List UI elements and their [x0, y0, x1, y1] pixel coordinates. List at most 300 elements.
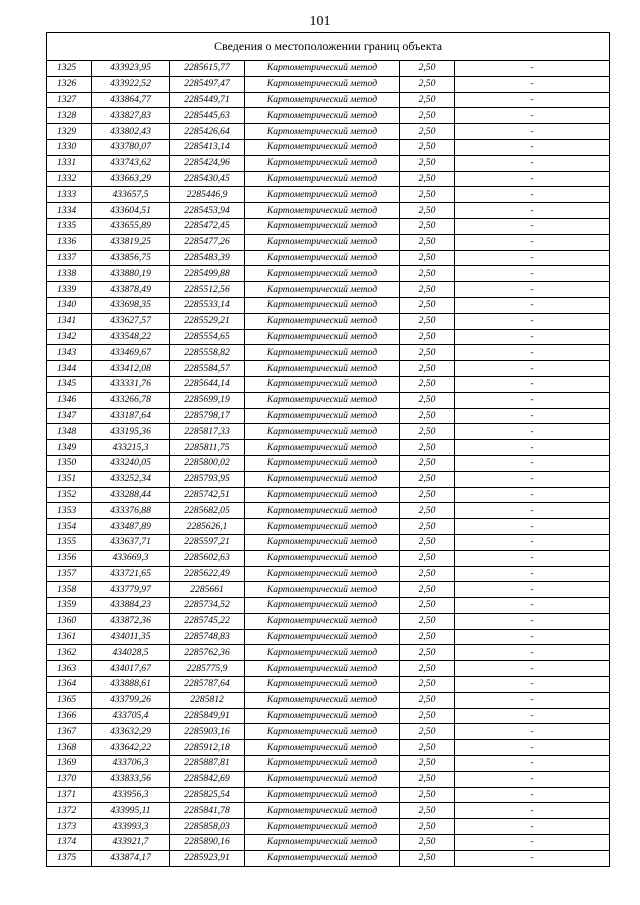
coordinate-x-cell: 433187,64 [92, 408, 170, 424]
coordinate-y-cell: 2285430,45 [170, 171, 245, 187]
accuracy-cell: 2,50 [400, 171, 455, 187]
description-cell: - [455, 155, 610, 171]
table-row [47, 708, 610, 724]
table-row [47, 613, 610, 629]
accuracy-cell: 2,50 [400, 345, 455, 361]
table-row [47, 645, 610, 661]
determination-method-cell: Картометрический метод [245, 819, 400, 835]
coordinate-x-cell: 433956,3 [92, 787, 170, 803]
accuracy-cell: 2,50 [400, 234, 455, 250]
point-number-cell: 1364 [47, 677, 92, 693]
description-cell: - [455, 139, 610, 155]
description-cell: - [455, 234, 610, 250]
determination-method-cell: Картометрический метод [245, 850, 400, 866]
point-number-cell: 1366 [47, 708, 92, 724]
accuracy-cell: 2,50 [400, 708, 455, 724]
point-number-cell: 1328 [47, 108, 92, 124]
description-cell: - [455, 661, 610, 677]
coordinate-y-cell: 2285841,78 [170, 803, 245, 819]
table-row [47, 724, 610, 740]
determination-method-cell: Картометрический метод [245, 282, 400, 298]
description-cell: - [455, 471, 610, 487]
description-cell: - [455, 803, 610, 819]
coordinate-y-cell: 2285644,14 [170, 376, 245, 392]
accuracy-cell: 2,50 [400, 203, 455, 219]
coordinate-y-cell: 2285661 [170, 582, 245, 598]
description-cell: - [455, 361, 610, 377]
coordinate-x-cell: 433779,97 [92, 582, 170, 598]
determination-method-cell: Картометрический метод [245, 519, 400, 535]
coordinate-x-cell: 433548,22 [92, 329, 170, 345]
coordinate-x-cell: 433698,35 [92, 297, 170, 313]
accuracy-cell: 2,50 [400, 803, 455, 819]
description-cell: - [455, 424, 610, 440]
accuracy-cell: 2,50 [400, 61, 455, 77]
description-cell: - [455, 708, 610, 724]
point-number-cell: 1341 [47, 313, 92, 329]
accuracy-cell: 2,50 [400, 471, 455, 487]
accuracy-cell: 2,50 [400, 756, 455, 772]
accuracy-cell: 2,50 [400, 424, 455, 440]
point-number-cell: 1343 [47, 345, 92, 361]
coordinate-y-cell: 2285472,45 [170, 218, 245, 234]
point-number-cell: 1359 [47, 598, 92, 614]
determination-method-cell: Картометрический метод [245, 787, 400, 803]
coordinate-y-cell: 2285793,95 [170, 471, 245, 487]
coordinate-x-cell: 433376,88 [92, 503, 170, 519]
table-row [47, 692, 610, 708]
coordinate-y-cell: 2285533,14 [170, 297, 245, 313]
coordinate-x-cell: 433331,76 [92, 376, 170, 392]
description-cell: - [455, 187, 610, 203]
table-title-row [47, 33, 610, 61]
description-cell: - [455, 534, 610, 550]
description-cell: - [455, 692, 610, 708]
coordinate-y-cell: 2285682,05 [170, 503, 245, 519]
determination-method-cell: Картометрический метод [245, 550, 400, 566]
table-row [47, 661, 610, 677]
coordinate-x-cell: 433642,22 [92, 740, 170, 756]
point-number-cell: 1353 [47, 503, 92, 519]
accuracy-cell: 2,50 [400, 440, 455, 456]
determination-method-cell: Картометрический метод [245, 297, 400, 313]
determination-method-cell: Картометрический метод [245, 740, 400, 756]
accuracy-cell: 2,50 [400, 661, 455, 677]
table-row [47, 345, 610, 361]
accuracy-cell: 2,50 [400, 108, 455, 124]
coordinate-y-cell: 2285762,36 [170, 645, 245, 661]
coordinate-y-cell: 2285453,94 [170, 203, 245, 219]
coordinate-y-cell: 2285798,17 [170, 408, 245, 424]
coordinate-x-cell: 433604,51 [92, 203, 170, 219]
point-number-cell: 1334 [47, 203, 92, 219]
accuracy-cell: 2,50 [400, 329, 455, 345]
coordinate-y-cell: 2285449,71 [170, 92, 245, 108]
accuracy-cell: 2,50 [400, 408, 455, 424]
point-number-cell: 1342 [47, 329, 92, 345]
accuracy-cell: 2,50 [400, 519, 455, 535]
coordinate-x-cell: 433780,07 [92, 139, 170, 155]
coordinate-x-cell: 433240,05 [92, 455, 170, 471]
determination-method-cell: Картометрический метод [245, 613, 400, 629]
accuracy-cell: 2,50 [400, 835, 455, 851]
point-number-cell: 1346 [47, 392, 92, 408]
point-number-cell: 1355 [47, 534, 92, 550]
coordinate-x-cell: 433799,26 [92, 692, 170, 708]
determination-method-cell: Картометрический метод [245, 392, 400, 408]
accuracy-cell: 2,50 [400, 392, 455, 408]
point-number-cell: 1330 [47, 139, 92, 155]
table-row [47, 282, 610, 298]
point-number-cell: 1372 [47, 803, 92, 819]
description-cell: - [455, 329, 610, 345]
table-row [47, 108, 610, 124]
point-number-cell: 1332 [47, 171, 92, 187]
point-number-cell: 1350 [47, 455, 92, 471]
coordinate-x-cell: 433874,17 [92, 850, 170, 866]
table-row [47, 677, 610, 693]
accuracy-cell: 2,50 [400, 534, 455, 550]
determination-method-cell: Картометрический метод [245, 835, 400, 851]
coordinate-y-cell: 2285426,64 [170, 124, 245, 140]
accuracy-cell: 2,50 [400, 124, 455, 140]
accuracy-cell: 2,50 [400, 155, 455, 171]
table-row [47, 566, 610, 582]
accuracy-cell: 2,50 [400, 598, 455, 614]
coordinate-x-cell: 433923,95 [92, 61, 170, 77]
coordinate-x-cell: 433721,65 [92, 566, 170, 582]
point-number-cell: 1361 [47, 629, 92, 645]
table-row [47, 329, 610, 345]
coordinate-x-cell: 433215,3 [92, 440, 170, 456]
table-row [47, 582, 610, 598]
coordinate-x-cell: 433880,19 [92, 266, 170, 282]
coordinate-y-cell: 2285615,77 [170, 61, 245, 77]
table-row [47, 850, 610, 866]
coordinate-y-cell: 2285734,52 [170, 598, 245, 614]
coordinate-y-cell: 2285849,91 [170, 708, 245, 724]
point-number-cell: 1357 [47, 566, 92, 582]
table-row [47, 297, 610, 313]
table-row [47, 550, 610, 566]
description-cell: - [455, 487, 610, 503]
table-row [47, 171, 610, 187]
point-number-cell: 1337 [47, 250, 92, 266]
point-number-cell: 1344 [47, 361, 92, 377]
description-cell: - [455, 61, 610, 77]
point-number-cell: 1354 [47, 519, 92, 535]
point-number-cell: 1356 [47, 550, 92, 566]
table-row [47, 155, 610, 171]
coordinate-x-cell: 433878,49 [92, 282, 170, 298]
description-cell: - [455, 519, 610, 535]
accuracy-cell: 2,50 [400, 771, 455, 787]
coordinate-x-cell: 433993,3 [92, 819, 170, 835]
point-number-cell: 1362 [47, 645, 92, 661]
coordinate-x-cell: 433469,67 [92, 345, 170, 361]
point-number-cell: 1370 [47, 771, 92, 787]
coordinate-x-cell: 433827,83 [92, 108, 170, 124]
description-cell: - [455, 819, 610, 835]
point-number-cell: 1369 [47, 756, 92, 772]
table-row [47, 629, 610, 645]
coordinate-y-cell: 2285622,49 [170, 566, 245, 582]
coordinate-x-cell: 433252,34 [92, 471, 170, 487]
point-number-cell: 1352 [47, 487, 92, 503]
description-cell: - [455, 108, 610, 124]
coordinate-y-cell: 2285483,39 [170, 250, 245, 266]
coordinate-x-cell: 433669,3 [92, 550, 170, 566]
coordinate-y-cell: 2285597,21 [170, 534, 245, 550]
point-number-cell: 1331 [47, 155, 92, 171]
coordinate-x-cell: 433663,29 [92, 171, 170, 187]
coordinate-y-cell: 2285445,63 [170, 108, 245, 124]
table-row [47, 424, 610, 440]
description-cell: - [455, 392, 610, 408]
determination-method-cell: Картометрический метод [245, 76, 400, 92]
determination-method-cell: Картометрический метод [245, 471, 400, 487]
coordinate-y-cell: 2285912,18 [170, 740, 245, 756]
determination-method-cell: Картометрический метод [245, 234, 400, 250]
point-number-cell: 1358 [47, 582, 92, 598]
determination-method-cell: Картометрический метод [245, 503, 400, 519]
determination-method-cell: Картометрический метод [245, 376, 400, 392]
determination-method-cell: Картометрический метод [245, 487, 400, 503]
coordinate-y-cell: 2285800,02 [170, 455, 245, 471]
point-number-cell: 1347 [47, 408, 92, 424]
accuracy-cell: 2,50 [400, 550, 455, 566]
point-number-cell: 1345 [47, 376, 92, 392]
accuracy-cell: 2,50 [400, 76, 455, 92]
determination-method-cell: Картометрический метод [245, 756, 400, 772]
point-number-cell: 1360 [47, 613, 92, 629]
determination-method-cell: Картометрический метод [245, 661, 400, 677]
point-number-cell: 1338 [47, 266, 92, 282]
coordinate-y-cell: 2285446,9 [170, 187, 245, 203]
point-number-cell: 1335 [47, 218, 92, 234]
point-number-cell: 1333 [47, 187, 92, 203]
determination-method-cell: Картометрический метод [245, 345, 400, 361]
table-row [47, 124, 610, 140]
determination-method-cell: Картометрический метод [245, 534, 400, 550]
coordinate-y-cell: 2285413,14 [170, 139, 245, 155]
accuracy-cell: 2,50 [400, 613, 455, 629]
description-cell: - [455, 850, 610, 866]
accuracy-cell: 2,50 [400, 282, 455, 298]
accuracy-cell: 2,50 [400, 376, 455, 392]
coordinate-x-cell: 433706,3 [92, 756, 170, 772]
coordinate-x-cell: 433921,7 [92, 835, 170, 851]
determination-method-cell: Картометрический метод [245, 440, 400, 456]
coordinate-y-cell: 2285512,56 [170, 282, 245, 298]
coordinate-x-cell: 433195,36 [92, 424, 170, 440]
table-row [47, 471, 610, 487]
accuracy-cell: 2,50 [400, 740, 455, 756]
coordinate-x-cell: 433487,89 [92, 519, 170, 535]
determination-method-cell: Картометрический метод [245, 645, 400, 661]
coordinate-y-cell: 2285811,75 [170, 440, 245, 456]
table-row [47, 787, 610, 803]
table-row [47, 819, 610, 835]
determination-method-cell: Картометрический метод [245, 455, 400, 471]
table-row [47, 803, 610, 819]
point-number-cell: 1336 [47, 234, 92, 250]
point-number-cell: 1373 [47, 819, 92, 835]
coordinate-y-cell: 2285424,96 [170, 155, 245, 171]
coordinate-y-cell: 2285842,69 [170, 771, 245, 787]
table-row [47, 376, 610, 392]
determination-method-cell: Картометрический метод [245, 361, 400, 377]
description-cell: - [455, 771, 610, 787]
accuracy-cell: 2,50 [400, 724, 455, 740]
coordinate-y-cell: 2285817,33 [170, 424, 245, 440]
coordinate-y-cell: 2285602,63 [170, 550, 245, 566]
description-cell: - [455, 76, 610, 92]
description-cell: - [455, 835, 610, 851]
table-row [47, 503, 610, 519]
table-row [47, 361, 610, 377]
table-row [47, 139, 610, 155]
description-cell: - [455, 250, 610, 266]
coordinate-y-cell: 2285748,83 [170, 629, 245, 645]
table-row [47, 598, 610, 614]
table-row [47, 392, 610, 408]
point-number-cell: 1349 [47, 440, 92, 456]
table-row [47, 203, 610, 219]
coordinate-x-cell: 433412,08 [92, 361, 170, 377]
table-row [47, 250, 610, 266]
coordinate-x-cell: 433705,4 [92, 708, 170, 724]
coordinate-x-cell: 433657,5 [92, 187, 170, 203]
determination-method-cell: Картометрический метод [245, 155, 400, 171]
coordinate-x-cell: 433819,25 [92, 234, 170, 250]
description-cell: - [455, 598, 610, 614]
table-row [47, 408, 610, 424]
determination-method-cell: Картометрический метод [245, 203, 400, 219]
accuracy-cell: 2,50 [400, 692, 455, 708]
coordinate-x-cell: 433995,11 [92, 803, 170, 819]
page-number: 101 [309, 14, 331, 29]
coordinate-y-cell: 2285890,16 [170, 835, 245, 851]
coordinate-x-cell: 433743,62 [92, 155, 170, 171]
description-cell: - [455, 266, 610, 282]
determination-method-cell: Картометрический метод [245, 708, 400, 724]
description-cell: - [455, 677, 610, 693]
table-row [47, 218, 610, 234]
table-row [47, 771, 610, 787]
description-cell: - [455, 787, 610, 803]
point-number-cell: 1340 [47, 297, 92, 313]
determination-method-cell: Картометрический метод [245, 566, 400, 582]
determination-method-cell: Картометрический метод [245, 677, 400, 693]
determination-method-cell: Картометрический метод [245, 171, 400, 187]
coordinate-x-cell: 434028,5 [92, 645, 170, 661]
point-number-cell: 1339 [47, 282, 92, 298]
coordinate-y-cell: 2285745,22 [170, 613, 245, 629]
coordinate-x-cell: 433802,43 [92, 124, 170, 140]
accuracy-cell: 2,50 [400, 266, 455, 282]
point-number-cell: 1327 [47, 92, 92, 108]
determination-method-cell: Картометрический метод [245, 92, 400, 108]
coordinate-y-cell: 2285554,65 [170, 329, 245, 345]
accuracy-cell: 2,50 [400, 787, 455, 803]
description-cell: - [455, 645, 610, 661]
determination-method-cell: Картометрический метод [245, 218, 400, 234]
coordinate-y-cell: 2285775,9 [170, 661, 245, 677]
point-number-cell: 1363 [47, 661, 92, 677]
determination-method-cell: Картометрический метод [245, 408, 400, 424]
accuracy-cell: 2,50 [400, 850, 455, 866]
point-number-cell: 1329 [47, 124, 92, 140]
point-number-cell: 1351 [47, 471, 92, 487]
coordinate-x-cell: 433864,77 [92, 92, 170, 108]
coordinate-y-cell: 2285499,88 [170, 266, 245, 282]
point-number-cell: 1374 [47, 835, 92, 851]
coordinate-x-cell: 433833,56 [92, 771, 170, 787]
accuracy-cell: 2,50 [400, 297, 455, 313]
table-row [47, 61, 610, 77]
determination-method-cell: Картометрический метод [245, 582, 400, 598]
description-cell: - [455, 171, 610, 187]
description-cell: - [455, 613, 610, 629]
table-row [47, 92, 610, 108]
coordinate-y-cell: 2285825,54 [170, 787, 245, 803]
determination-method-cell: Картометрический метод [245, 803, 400, 819]
accuracy-cell: 2,50 [400, 566, 455, 582]
description-cell: - [455, 724, 610, 740]
description-cell: - [455, 455, 610, 471]
table-row [47, 756, 610, 772]
coordinate-x-cell: 433655,89 [92, 218, 170, 234]
coordinate-x-cell: 433856,75 [92, 250, 170, 266]
accuracy-cell: 2,50 [400, 677, 455, 693]
table-row [47, 455, 610, 471]
point-number-cell: 1348 [47, 424, 92, 440]
determination-method-cell: Картометрический метод [245, 424, 400, 440]
coordinate-x-cell: 433288,44 [92, 487, 170, 503]
description-cell: - [455, 756, 610, 772]
coordinate-x-cell: 433888,61 [92, 677, 170, 693]
description-cell: - [455, 440, 610, 456]
determination-method-cell: Картометрический метод [245, 724, 400, 740]
determination-method-cell: Картометрический метод [245, 139, 400, 155]
table-body [47, 61, 610, 867]
description-cell: - [455, 203, 610, 219]
coordinate-y-cell: 2285812 [170, 692, 245, 708]
boundary-coordinates-table [46, 32, 610, 867]
accuracy-cell: 2,50 [400, 629, 455, 645]
point-number-cell: 1365 [47, 692, 92, 708]
coordinate-y-cell: 2285787,64 [170, 677, 245, 693]
table-row [47, 835, 610, 851]
table-row [47, 534, 610, 550]
table-row [47, 740, 610, 756]
accuracy-cell: 2,50 [400, 645, 455, 661]
determination-method-cell: Картометрический метод [245, 250, 400, 266]
point-number-cell: 1375 [47, 850, 92, 866]
table-row [47, 187, 610, 203]
description-cell: - [455, 345, 610, 361]
point-number-cell: 1326 [47, 76, 92, 92]
determination-method-cell: Картометрический метод [245, 598, 400, 614]
coordinate-y-cell: 2285558,82 [170, 345, 245, 361]
coordinate-x-cell: 433872,36 [92, 613, 170, 629]
description-cell: - [455, 582, 610, 598]
table-row [47, 313, 610, 329]
description-cell: - [455, 376, 610, 392]
description-cell: - [455, 629, 610, 645]
table-title: Сведения о местоположении границ объекта [47, 33, 610, 61]
